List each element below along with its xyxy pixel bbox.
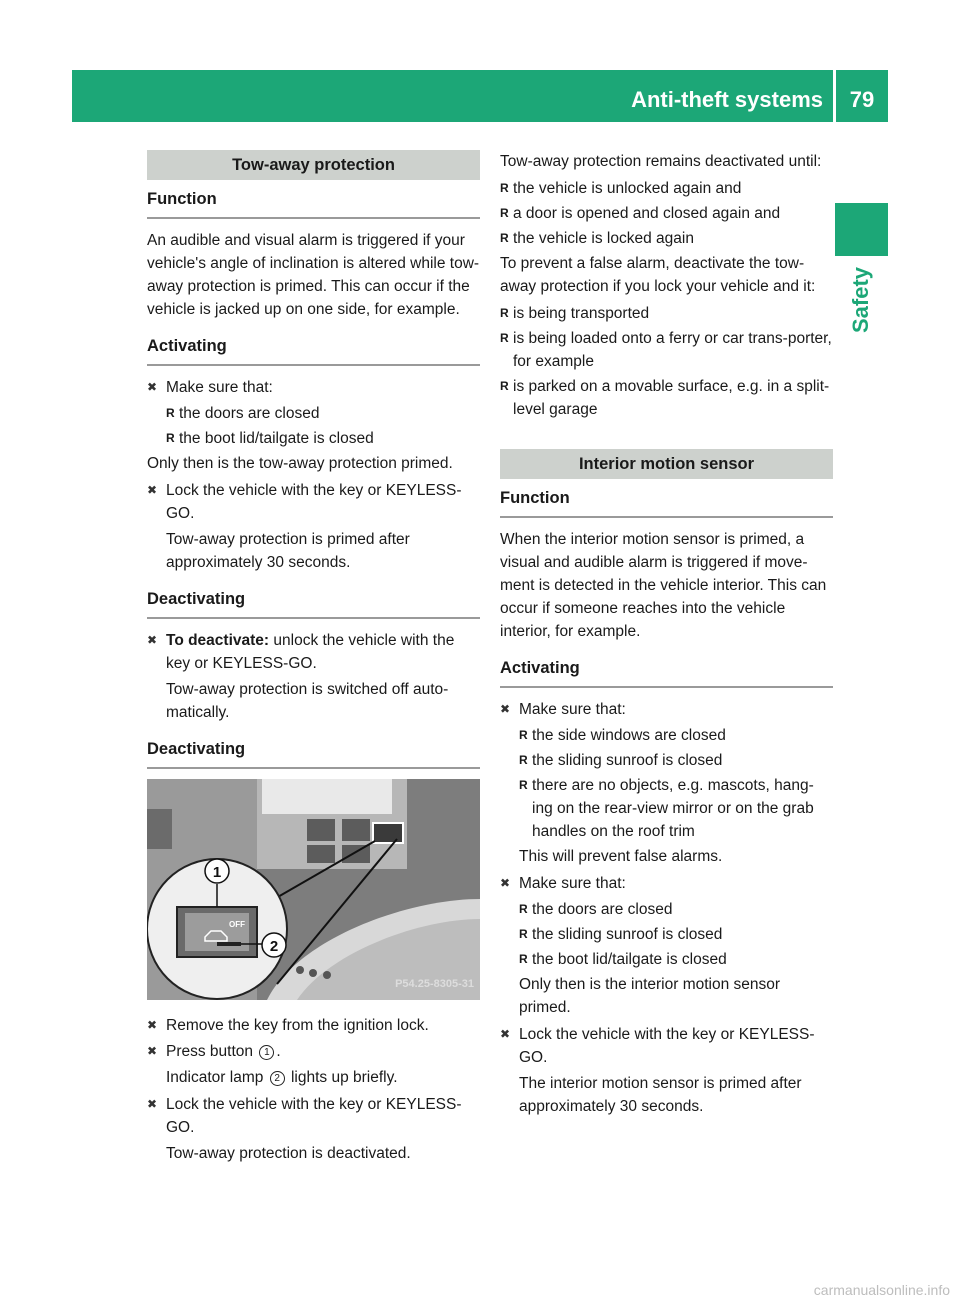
bullet-item: R there are no objects, e.g. mascots, hang-ing on the rear-view mirror or on the grab handles on the roof trim xyxy=(519,774,833,843)
section-banner-tow-away: Tow-away protection xyxy=(147,150,480,180)
figure-switch-text: OFF xyxy=(229,920,245,929)
step-note: Tow-away protection is primed after approximately 30 seconds. xyxy=(166,531,410,571)
step-item xyxy=(147,629,480,675)
side-tab[interactable] xyxy=(835,260,888,340)
bullet-item: R the vehicle is unlocked again and xyxy=(500,177,833,200)
button-ref: 1 xyxy=(259,1045,274,1060)
step-item: ✖ Remove the key from the ignition lock. xyxy=(147,1014,480,1037)
page-number: 79 xyxy=(849,87,875,112)
bullet-item: R the vehicle is locked again xyxy=(500,227,833,250)
subheading-function: Function xyxy=(500,487,833,518)
section-banner-interior-motion: Interior motion sensor xyxy=(500,449,833,479)
subheading-activating: Activating xyxy=(500,657,833,688)
bullet-item: R the doors are closed xyxy=(166,402,480,425)
side-tab-label: Safety xyxy=(848,266,874,334)
indicator-suffix: lights up briefly. xyxy=(290,1069,398,1086)
deactivate-text: unlock the vehicle with the key or KEYLESS-GO. xyxy=(166,632,455,672)
step-item: ✖ Lock the vehicle with the key or KEYLESS-GO. xyxy=(147,1093,480,1139)
press-text: Press button xyxy=(166,1043,254,1060)
bullet-item: R the boot lid/tailgate is closed xyxy=(166,427,480,450)
bullet-item: R is parked on a movable surface, e.g. in a split-level garage xyxy=(500,375,833,421)
step-item: ✖ Lock the vehicle with the key or KEYLESS-GO. xyxy=(147,479,480,525)
press-suffix: . xyxy=(276,1043,281,1060)
subheading-deactivating: Deactivating xyxy=(147,588,480,619)
lamp-ref: 2 xyxy=(270,1071,285,1086)
indicator-text: Indicator lamp xyxy=(166,1069,264,1086)
step-item xyxy=(147,1040,480,1063)
step-note xyxy=(166,1066,480,1089)
figure-overhead-control-panel xyxy=(147,779,480,1000)
function-text: An audible and visual alarm is triggered if your vehicle's angle of inclination is altered while tow-away protection is primed. This can occur if the vehicle is jacked up on one side, for example. xyxy=(147,232,480,318)
left-column xyxy=(147,150,480,1169)
header-bar xyxy=(72,70,888,122)
callout-2-label: 2 xyxy=(269,938,279,955)
bullet-item: R a door is opened and closed again and xyxy=(500,202,833,225)
false-alarm-text: To prevent a false alarm, deactivate the tow-away protection if you lock your vehicle and it: xyxy=(500,255,816,295)
bullet-item: R the boot lid/tailgate is closed xyxy=(519,948,833,971)
intro-text: Tow-away protection remains deactivated until: xyxy=(500,153,822,170)
deactivate-label: To deactivate: xyxy=(166,632,270,649)
step-note: Tow-away protection is deactivated. xyxy=(166,1145,411,1162)
step-item: ✖ Make sure that: xyxy=(500,872,833,895)
step-note: Only then is the tow-away protection primed. xyxy=(147,455,453,472)
step-note: Only then is the interior motion sensor primed. xyxy=(519,976,781,1016)
figure-illustration xyxy=(147,779,480,1000)
right-column xyxy=(500,150,833,1122)
step-item: ✖ Make sure that: xyxy=(147,376,480,399)
step-note: This will prevent false alarms. xyxy=(519,848,723,865)
callout-1-label: 1 xyxy=(212,864,222,881)
subheading-function: Function xyxy=(147,188,480,219)
bullet-item: R the doors are closed xyxy=(519,898,833,921)
subheading-activating: Activating xyxy=(147,335,480,366)
side-tab-marker xyxy=(835,203,888,256)
figure-code: P54.25-8305-31 xyxy=(395,978,474,990)
step-item: ✖ Make sure that: xyxy=(500,698,833,721)
bullet-item: R is being transported xyxy=(500,302,833,325)
bullet-item: R the sliding sunroof is closed xyxy=(519,923,833,946)
section-title: Anti-theft systems xyxy=(631,87,823,112)
footer-watermark: carmanualsonline.info xyxy=(813,1282,950,1298)
bullet-item: R the side windows are closed xyxy=(519,724,833,747)
step-item: ✖ Lock the vehicle with the key or KEYLESS-GO. xyxy=(500,1023,833,1069)
subheading-deactivating-2: Deactivating xyxy=(147,738,480,769)
bullet-item: R is being loaded onto a ferry or car trans-porter, for example xyxy=(500,327,833,373)
step-note: Tow-away protection is switched off auto-matically. xyxy=(166,681,449,721)
function-text: When the interior motion sensor is primed, a visual and audible alarm is triggered if move-ment is detected in the vehicle interior. This can occur if someone reaches into the vehicle interior, for example. xyxy=(500,531,827,640)
step-note: The interior motion sensor is primed after approximately 30 seconds. xyxy=(519,1075,802,1115)
bullet-item: R the sliding sunroof is closed xyxy=(519,749,833,772)
